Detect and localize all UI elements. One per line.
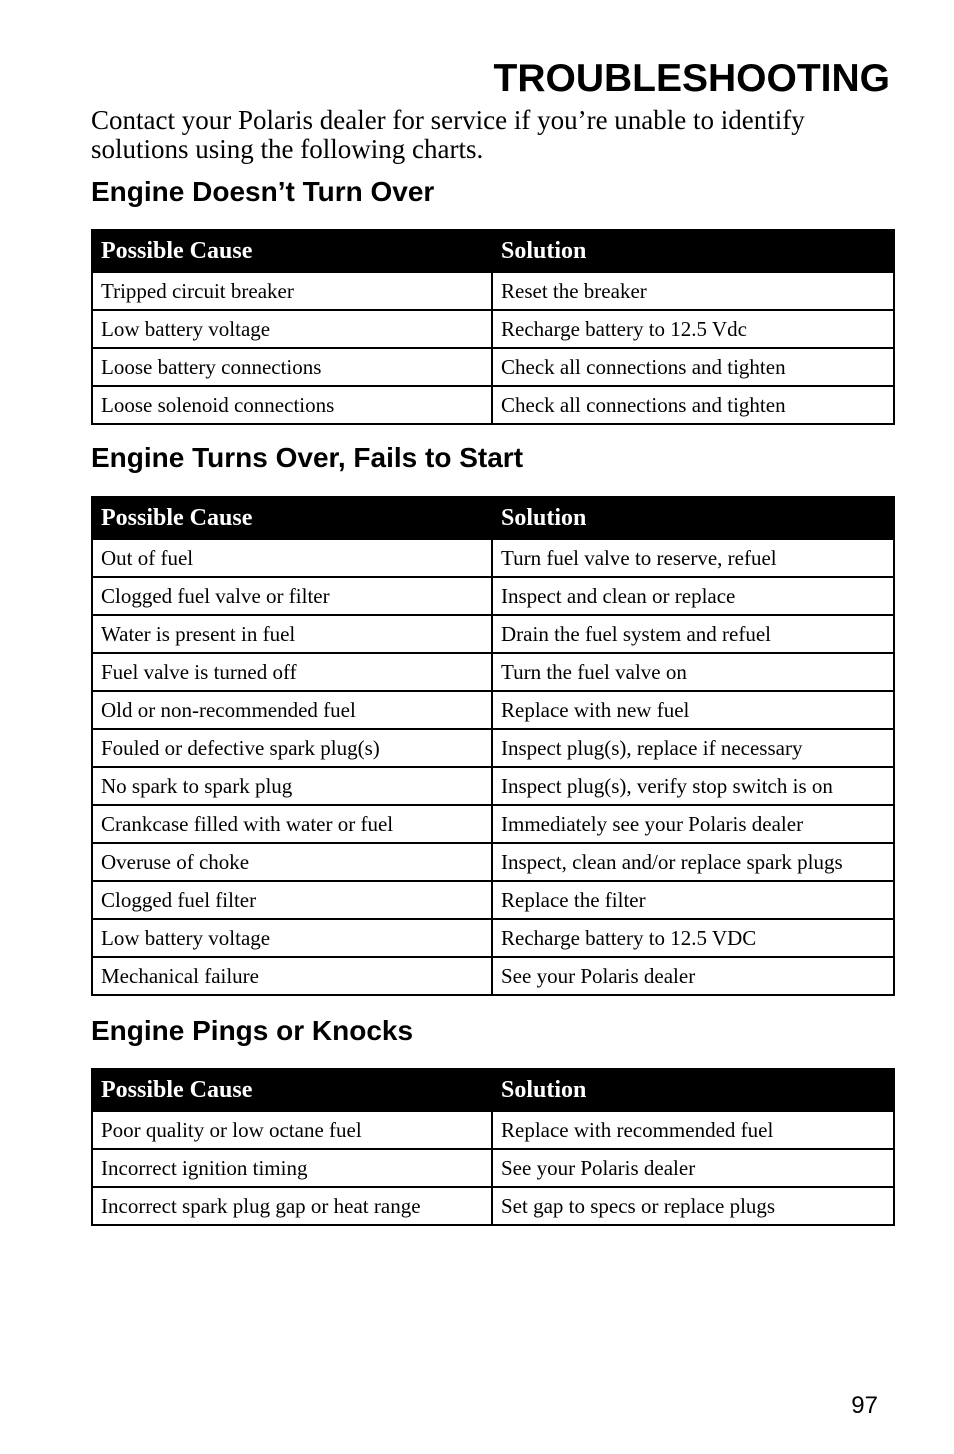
table-header-row <box>92 230 894 272</box>
cause-cell: Low battery voltage <box>92 310 492 348</box>
solution-cell: Inspect plug(s), replace if necessary <box>492 729 894 767</box>
column-header-cause: Possible Cause <box>92 1069 492 1111</box>
cause-cell: Poor quality or low octane fuel <box>92 1111 492 1149</box>
cause-cell: No spark to spark plug <box>92 767 492 805</box>
table-row <box>92 919 894 957</box>
cause-cell: Fuel valve is turned off <box>92 653 492 691</box>
table-row <box>92 653 894 691</box>
cause-cell: Clogged fuel filter <box>92 881 492 919</box>
solution-cell: Immediately see your Polaris dealer <box>492 805 894 843</box>
section-heading: Engine Doesn’t Turn Over <box>91 176 435 207</box>
solution-cell: Drain the fuel system and refuel <box>492 615 894 653</box>
cause-cell: Overuse of choke <box>92 843 492 881</box>
table-row <box>92 881 894 919</box>
solution-cell: Set gap to specs or replace plugs <box>492 1187 894 1225</box>
table-header-row <box>92 1069 894 1111</box>
cause-cell: Loose solenoid connections <box>92 386 492 424</box>
column-header-cause: Possible Cause <box>92 230 492 272</box>
table-row <box>92 957 894 995</box>
solution-cell: Recharge battery to 12.5 VDC <box>492 919 894 957</box>
solution-cell: Check all connections and tighten <box>492 348 894 386</box>
column-header-solution: Solution <box>492 1069 894 1111</box>
solution-cell: Turn the fuel valve on <box>492 653 894 691</box>
cause-cell: Incorrect spark plug gap or heat range <box>92 1187 492 1225</box>
table-row <box>92 577 894 615</box>
troubleshooting-table <box>91 496 895 996</box>
table-row <box>92 691 894 729</box>
table-row <box>92 310 894 348</box>
page-title: TROUBLESHOOTING <box>493 57 890 100</box>
solution-cell: Inspect plug(s), verify stop switch is on <box>492 767 894 805</box>
solution-cell: Inspect, clean and/or replace spark plugs <box>492 843 894 881</box>
cause-cell: Old or non-recommended fuel <box>92 691 492 729</box>
table-row <box>92 843 894 881</box>
solution-cell: Check all connections and tighten <box>492 386 894 424</box>
table-row <box>92 615 894 653</box>
section-heading: Engine Pings or Knocks <box>91 1015 414 1046</box>
table-row <box>92 272 894 310</box>
table-row <box>92 729 894 767</box>
table-row <box>92 805 894 843</box>
solution-cell: See your Polaris dealer <box>492 957 894 995</box>
cause-cell: Incorrect ignition timing <box>92 1149 492 1187</box>
solution-cell: See your Polaris dealer <box>492 1149 894 1187</box>
cause-cell: Out of fuel <box>92 539 492 577</box>
table-row <box>92 1111 894 1149</box>
cause-cell: Tripped circuit breaker <box>92 272 492 310</box>
cause-cell: Crankcase filled with water or fuel <box>92 805 492 843</box>
cause-cell: Clogged fuel valve or filter <box>92 577 492 615</box>
solution-cell: Recharge battery to 12.5 Vdc <box>492 310 894 348</box>
table-row <box>92 348 894 386</box>
cause-cell: Fouled or defective spark plug(s) <box>92 729 492 767</box>
table-row <box>92 767 894 805</box>
cause-cell: Mechanical failure <box>92 957 492 995</box>
solution-cell: Inspect and clean or replace <box>492 577 894 615</box>
table-row <box>92 1149 894 1187</box>
table-row <box>92 539 894 577</box>
table-header-row <box>92 497 894 539</box>
column-header-solution: Solution <box>492 497 894 539</box>
column-header-solution: Solution <box>492 230 894 272</box>
troubleshooting-table <box>91 1068 895 1226</box>
solution-cell: Replace with new fuel <box>492 691 894 729</box>
page-number: 97 <box>851 1392 878 1419</box>
intro-paragraph: Contact your Polaris dealer for service if you’re unable to identify solutions using the following charts. <box>91 105 805 164</box>
solution-cell: Reset the breaker <box>492 272 894 310</box>
solution-cell: Replace the filter <box>492 881 894 919</box>
solution-cell: Replace with recommended fuel <box>492 1111 894 1149</box>
column-header-cause: Possible Cause <box>92 497 492 539</box>
solution-cell: Turn fuel valve to reserve, refuel <box>492 539 894 577</box>
troubleshooting-table <box>91 229 895 425</box>
cause-cell: Low battery voltage <box>92 919 492 957</box>
table-row <box>92 386 894 424</box>
cause-cell: Water is present in fuel <box>92 615 492 653</box>
table-row <box>92 1187 894 1225</box>
cause-cell: Loose battery connections <box>92 348 492 386</box>
section-heading: Engine Turns Over, Fails to Start <box>91 442 524 473</box>
